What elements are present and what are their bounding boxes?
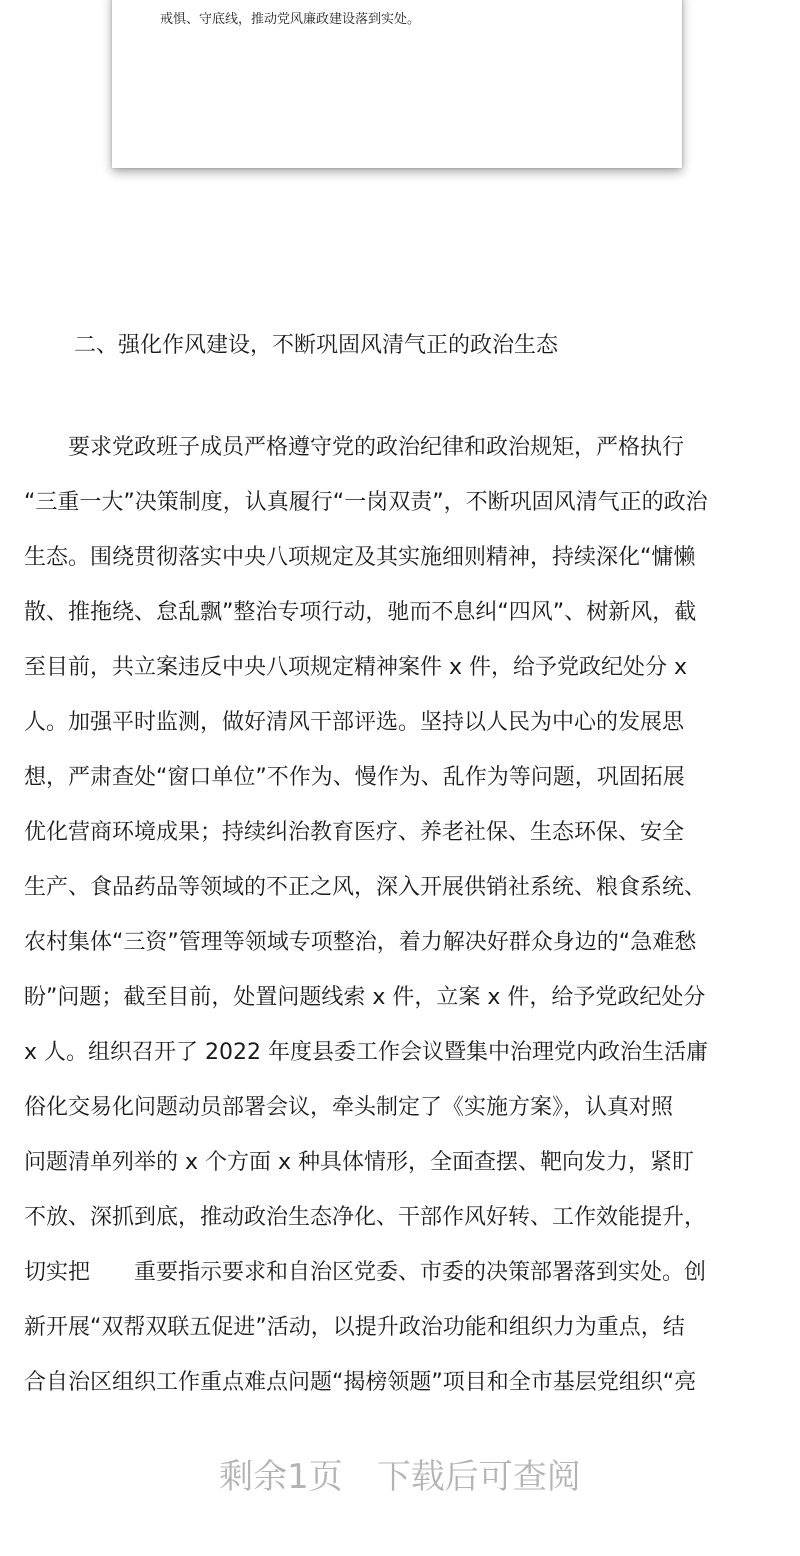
download-prompt[interactable] <box>0 1455 800 1499</box>
body-line: 生态。围绕贯彻落实中央八项规定及其实施细则精神，持续深化“慵懒 <box>24 545 696 570</box>
section-heading: 二、强化作风建设，不断巩固风清气正的政治生态 <box>74 333 559 358</box>
body-line: 不放、深抓到底，推动政治生态净化、干部作风好转、工作效能提升， <box>24 1205 707 1230</box>
body-line: x 人。组织召开了 2022 年度县委工作会议暨集中治理党内政治生活庸 <box>24 1040 708 1065</box>
download-to-view-text: 下载后可查阅 <box>376 1457 581 1497</box>
body-line: 新开展“双帮双联五促进”活动，以提升政治功能和组织力为重点，结 <box>24 1315 685 1340</box>
body-line: 人。加强平时监测，做好清风干部评选。坚持以人民为中心的发展思 <box>24 710 685 735</box>
body-line: 盼”问题；截至目前，处置问题线索 x 件，立案 x 件，给予党政纪处分 <box>24 985 706 1010</box>
body-line: 农村集体“三资”管理等领域专项整治，着力解决好群众身边的“急难愁 <box>24 930 697 955</box>
remaining-pages-text: 剩余1页 <box>219 1457 343 1497</box>
body-line: 要求党政班子成员严格遵守党的政治纪律和政治规矩，严格执行 <box>24 435 685 460</box>
body-line: 切实把 重要指示要求和自治区党委、市委的决策部署落到实处。创 <box>24 1260 707 1285</box>
body-line: 散、推拖绕、怠乱飘”整治专项行动，驰而不息纠“四风”、树新风，截 <box>24 600 697 625</box>
body-line: “三重一大”决策制度，认真履行“一岗双责”，不断巩固风清气正的政治 <box>24 490 708 515</box>
previous-page-last-line: 戒惧、守底线，推动党风廉政建设落到实处。 <box>160 12 421 27</box>
body-line: 问题清单列举的 x 个方面 x 种具体情形，全面查摆、靶向发力，紧盯 <box>24 1150 695 1175</box>
body-line: 合自治区组织工作重点难点问题“揭榜领题”项目和全市基层党组织“亮 <box>24 1370 697 1395</box>
body-line: 生产、食品药品等领域的不正之风，深入开展供销社系统、粮食系统、 <box>24 875 707 900</box>
body-line: 至目前，共立案违反中央八项规定精神案件 x 件，给予党政纪处分 x <box>24 655 688 680</box>
body-line: 优化营商环境成果；持续纠治教育医疗、养老社保、生态环保、安全 <box>24 820 685 845</box>
previous-page-card <box>112 0 682 168</box>
body-line: 俗化交易化问题动员部署会议，牵头制定了《实施方案》，认真对照 <box>24 1095 674 1120</box>
body-line: 想，严肃查处“窗口单位”不作为、慢作为、乱作为等问题，巩固拓展 <box>24 765 685 790</box>
